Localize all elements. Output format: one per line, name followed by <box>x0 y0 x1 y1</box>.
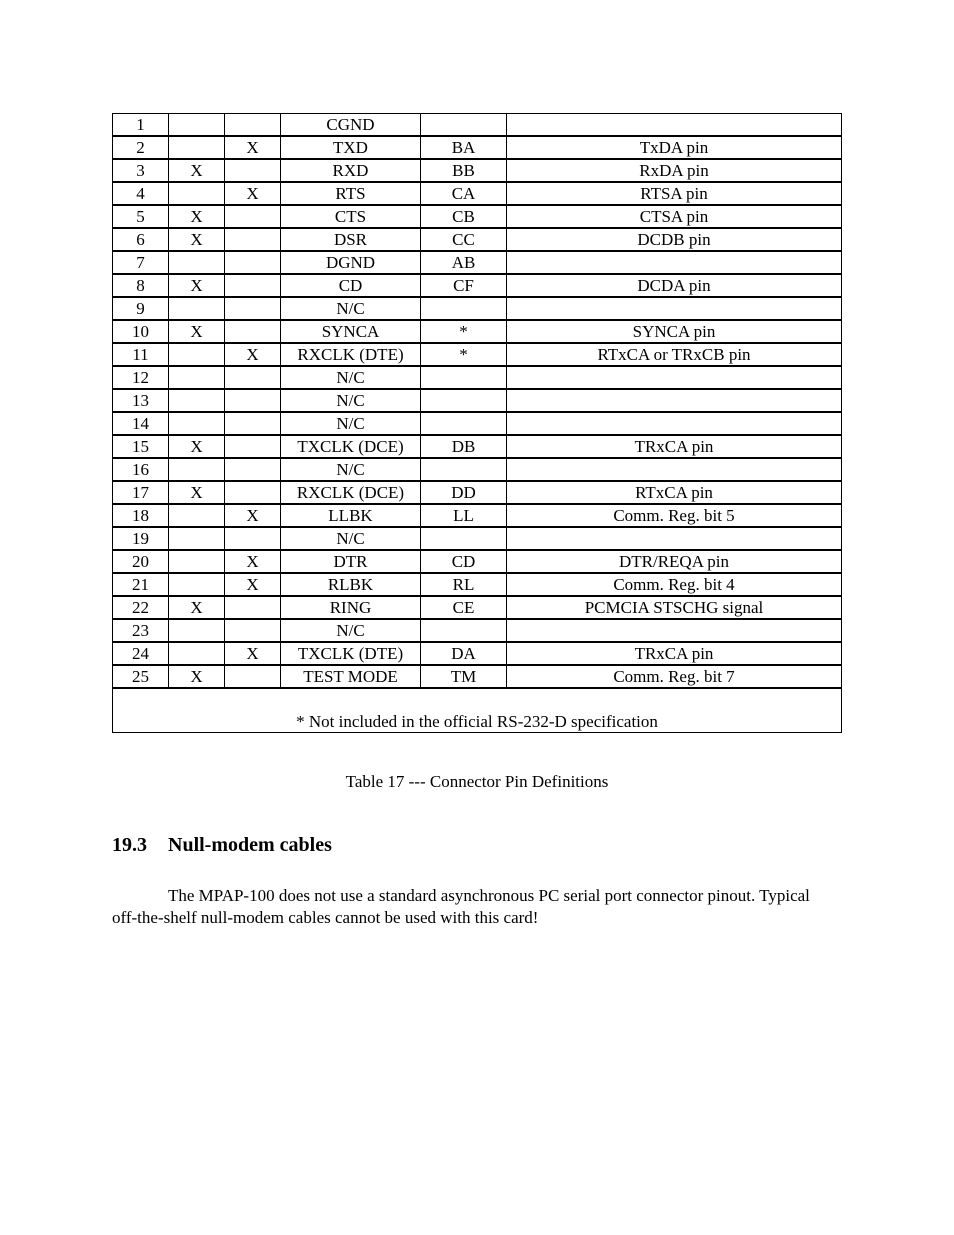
description-cell: DTR/REQA pin <box>507 550 842 573</box>
paragraph-text: The MPAP-100 does not use a standard asynchronous PC serial port connector pinout. Typical off-the-shelf null-modem cables cannot be used with this card! <box>112 886 810 927</box>
col-3-mark-cell <box>225 596 281 619</box>
col-3-mark-cell: X <box>225 550 281 573</box>
rs232-code-cell <box>421 527 507 550</box>
table-row <box>113 504 842 527</box>
col-3-mark-cell <box>225 435 281 458</box>
col-3-mark-cell <box>225 458 281 481</box>
description-cell: PCMCIA STSCHG signal <box>507 596 842 619</box>
pin-number-cell: 6 <box>113 228 169 251</box>
description-cell: TRxCA pin <box>507 435 842 458</box>
rs232-code-cell: CF <box>421 274 507 297</box>
pin-number-cell: 3 <box>113 159 169 182</box>
rs232-code-cell: CD <box>421 550 507 573</box>
table-row <box>113 343 842 366</box>
table-row <box>113 573 842 596</box>
col-2-mark-cell <box>169 343 225 366</box>
col-3-mark-cell: X <box>225 573 281 596</box>
table-footnote: * Not included in the official RS-232-D specification <box>113 688 842 733</box>
signal-name-cell: DTR <box>281 550 421 573</box>
col-2-mark-cell <box>169 412 225 435</box>
col-2-mark-cell: X <box>169 159 225 182</box>
description-cell: Comm. Reg. bit 7 <box>507 665 842 688</box>
col-2-mark-cell: X <box>169 596 225 619</box>
pin-number-cell: 14 <box>113 412 169 435</box>
signal-name-cell: TXCLK (DCE) <box>281 435 421 458</box>
signal-name-cell: N/C <box>281 297 421 320</box>
pin-number-cell: 8 <box>113 274 169 297</box>
table-caption: Table 17 --- Connector Pin Definitions <box>345 772 609 791</box>
col-2-mark-cell <box>169 642 225 665</box>
signal-name-cell: SYNCA <box>281 320 421 343</box>
rs232-code-cell: RL <box>421 573 507 596</box>
col-2-mark-cell: X <box>169 274 225 297</box>
col-3-mark-cell <box>225 481 281 504</box>
signal-name-cell: CTS <box>281 205 421 228</box>
pin-number-cell: 23 <box>113 619 169 642</box>
pin-number-cell: 17 <box>113 481 169 504</box>
col-2-mark-cell: X <box>169 481 225 504</box>
signal-name-cell: N/C <box>281 619 421 642</box>
rs232-code-cell: DA <box>421 642 507 665</box>
pin-number-cell: 22 <box>113 596 169 619</box>
signal-name-cell: DSR <box>281 228 421 251</box>
table-row <box>113 136 842 159</box>
pin-number-cell: 25 <box>113 665 169 688</box>
signal-name-cell: TXD <box>281 136 421 159</box>
col-3-mark-cell <box>225 366 281 389</box>
rs232-code-cell: DD <box>421 481 507 504</box>
col-2-mark-cell <box>169 251 225 274</box>
signal-name-cell: CD <box>281 274 421 297</box>
table-row <box>113 412 842 435</box>
description-cell <box>507 619 842 642</box>
section-number: 19.3 <box>112 834 147 856</box>
col-2-mark-cell <box>169 504 225 527</box>
rs232-code-cell: * <box>421 320 507 343</box>
table-row <box>113 159 842 182</box>
table-row <box>113 114 842 137</box>
signal-name-cell: RXCLK (DCE) <box>281 481 421 504</box>
pin-number-cell: 19 <box>113 527 169 550</box>
col-2-mark-cell: X <box>169 665 225 688</box>
signal-name-cell: N/C <box>281 366 421 389</box>
col-2-mark-cell: X <box>169 320 225 343</box>
col-3-mark-cell <box>225 320 281 343</box>
col-2-mark-cell: X <box>169 435 225 458</box>
signal-name-cell: RTS <box>281 182 421 205</box>
table-row <box>113 481 842 504</box>
description-cell <box>507 412 842 435</box>
table-row <box>113 182 842 205</box>
col-2-mark-cell <box>169 136 225 159</box>
table-row <box>113 550 842 573</box>
table-row <box>113 665 842 688</box>
description-cell: Comm. Reg. bit 5 <box>507 504 842 527</box>
signal-name-cell: RXD <box>281 159 421 182</box>
table-row <box>113 297 842 320</box>
description-cell: SYNCA pin <box>507 320 842 343</box>
pin-number-cell: 11 <box>113 343 169 366</box>
rs232-code-cell: CA <box>421 182 507 205</box>
pin-number-cell: 20 <box>113 550 169 573</box>
table-row <box>113 274 842 297</box>
pin-number-cell: 5 <box>113 205 169 228</box>
table-row <box>113 642 842 665</box>
rs232-code-cell: AB <box>421 251 507 274</box>
description-cell: TxDA pin <box>507 136 842 159</box>
table-row <box>113 228 842 251</box>
signal-name-cell: N/C <box>281 458 421 481</box>
description-cell: RxDA pin <box>507 159 842 182</box>
rs232-code-cell: * <box>421 343 507 366</box>
col-3-mark-cell: X <box>225 182 281 205</box>
col-2-mark-cell: X <box>169 205 225 228</box>
signal-name-cell: CGND <box>281 114 421 137</box>
col-2-mark-cell <box>169 573 225 596</box>
table-row <box>113 251 842 274</box>
signal-name-cell: RXCLK (DTE) <box>281 343 421 366</box>
rs232-code-cell: CE <box>421 596 507 619</box>
pin-number-cell: 1 <box>113 114 169 137</box>
description-cell: RTxCA pin <box>507 481 842 504</box>
col-3-mark-cell <box>225 251 281 274</box>
table-row <box>113 320 842 343</box>
col-3-mark-cell <box>225 665 281 688</box>
table-row <box>113 619 842 642</box>
rs232-code-cell: BB <box>421 159 507 182</box>
col-3-mark-cell: X <box>225 343 281 366</box>
description-cell: Comm. Reg. bit 4 <box>507 573 842 596</box>
col-2-mark-cell <box>169 182 225 205</box>
col-2-mark-cell <box>169 389 225 412</box>
rs232-code-cell <box>421 458 507 481</box>
pin-number-cell: 7 <box>113 251 169 274</box>
col-3-mark-cell: X <box>225 136 281 159</box>
col-3-mark-cell <box>225 297 281 320</box>
pin-number-cell: 16 <box>113 458 169 481</box>
col-2-mark-cell <box>169 619 225 642</box>
pin-number-cell: 15 <box>113 435 169 458</box>
table-row <box>113 435 842 458</box>
section-title: Null-modem cables <box>168 834 332 856</box>
description-cell <box>507 297 842 320</box>
col-2-mark-cell <box>169 458 225 481</box>
col-3-mark-cell <box>225 527 281 550</box>
table-row <box>113 527 842 550</box>
pin-number-cell: 13 <box>113 389 169 412</box>
rs232-code-cell <box>421 297 507 320</box>
description-cell <box>507 527 842 550</box>
col-3-mark-cell <box>225 159 281 182</box>
signal-name-cell: RLBK <box>281 573 421 596</box>
table-row <box>113 205 842 228</box>
col-3-mark-cell <box>225 228 281 251</box>
signal-name-cell: TEST MODE <box>281 665 421 688</box>
description-cell <box>507 114 842 137</box>
pin-number-cell: 9 <box>113 297 169 320</box>
rs232-code-cell <box>421 366 507 389</box>
section-paragraph <box>112 885 832 929</box>
description-cell: DCDB pin <box>507 228 842 251</box>
section-heading <box>112 834 332 857</box>
signal-name-cell: RING <box>281 596 421 619</box>
col-3-mark-cell <box>225 274 281 297</box>
pin-number-cell: 24 <box>113 642 169 665</box>
signal-name-cell: N/C <box>281 412 421 435</box>
pin-number-cell: 2 <box>113 136 169 159</box>
description-cell: CTSA pin <box>507 205 842 228</box>
description-cell <box>507 366 842 389</box>
rs232-code-cell: BA <box>421 136 507 159</box>
col-3-mark-cell <box>225 114 281 137</box>
signal-name-cell: TXCLK (DTE) <box>281 642 421 665</box>
rs232-code-cell <box>421 114 507 137</box>
signal-name-cell: LLBK <box>281 504 421 527</box>
col-2-mark-cell: X <box>169 228 225 251</box>
pin-number-cell: 12 <box>113 366 169 389</box>
col-2-mark-cell <box>169 366 225 389</box>
rs232-code-cell <box>421 619 507 642</box>
col-3-mark-cell <box>225 619 281 642</box>
description-cell: TRxCA pin <box>507 642 842 665</box>
col-2-mark-cell <box>169 297 225 320</box>
rs232-code-cell <box>421 412 507 435</box>
description-cell <box>507 458 842 481</box>
rs232-code-cell: CB <box>421 205 507 228</box>
table-row <box>113 366 842 389</box>
col-3-mark-cell: X <box>225 504 281 527</box>
rs232-code-cell: LL <box>421 504 507 527</box>
rs232-code-cell <box>421 389 507 412</box>
table-row <box>113 458 842 481</box>
col-2-mark-cell <box>169 114 225 137</box>
table-row <box>113 596 842 619</box>
col-2-mark-cell <box>169 527 225 550</box>
pin-number-cell: 4 <box>113 182 169 205</box>
col-2-mark-cell <box>169 550 225 573</box>
connector-pin-table <box>112 113 842 733</box>
col-3-mark-cell <box>225 205 281 228</box>
description-cell <box>507 389 842 412</box>
col-3-mark-cell <box>225 389 281 412</box>
pin-table-body <box>113 114 842 689</box>
rs232-code-cell: CC <box>421 228 507 251</box>
footnote-row <box>113 688 842 733</box>
description-cell <box>507 251 842 274</box>
signal-name-cell: N/C <box>281 527 421 550</box>
pin-number-cell: 10 <box>113 320 169 343</box>
rs232-code-cell: DB <box>421 435 507 458</box>
description-cell: DCDA pin <box>507 274 842 297</box>
description-cell: RTxCA or TRxCB pin <box>507 343 842 366</box>
col-3-mark-cell <box>225 412 281 435</box>
signal-name-cell: DGND <box>281 251 421 274</box>
col-3-mark-cell: X <box>225 642 281 665</box>
rs232-code-cell: TM <box>421 665 507 688</box>
description-cell: RTSA pin <box>507 182 842 205</box>
table-row <box>113 389 842 412</box>
pin-number-cell: 18 <box>113 504 169 527</box>
pin-number-cell: 21 <box>113 573 169 596</box>
signal-name-cell: N/C <box>281 389 421 412</box>
